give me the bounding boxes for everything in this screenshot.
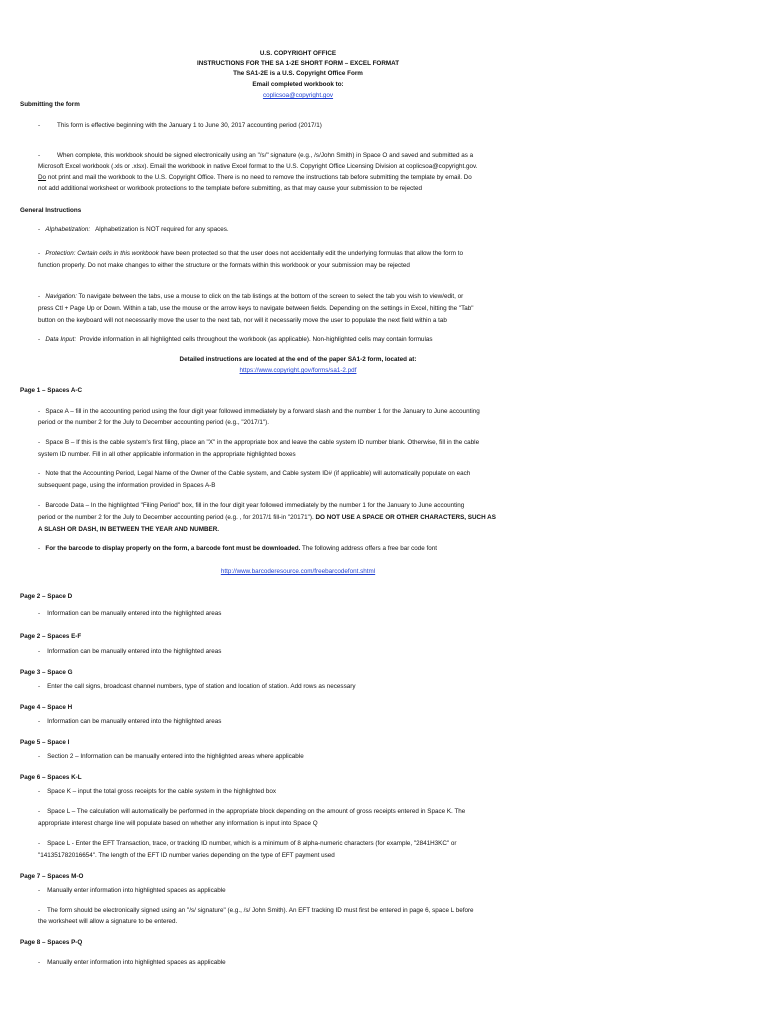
item-text: Information can be manually entered into the highlighted areas bbox=[47, 648, 222, 655]
section-heading: Page 2 – Space D bbox=[20, 593, 73, 600]
item-text: Space L - Enter the EFT Transaction, trace, or tracking ID number, which is a minimum of 8 alpha-numeric characters (for example, "2841H3KC" or bbox=[47, 840, 457, 847]
list-item: - Space L – The calculation will automatically be performed in the appropriate block depending on the amount of gross receipts entered in Space K. The bbox=[38, 808, 466, 815]
paragraph-line bbox=[38, 514, 496, 522]
item-text: Information can be manually entered into the highlighted areas bbox=[47, 610, 222, 617]
data-input-item: - Data Input: Provide information in all highlighted cells throughout the workbook (as applicable). Non-highlighted cells may contain formulas bbox=[38, 336, 433, 343]
paragraph-line: period or the number 2 for the July to December accounting period (e.g., "2017/1"). bbox=[38, 419, 269, 426]
paragraph-line: subsequent page, using the information provided in Spaces A-B bbox=[38, 482, 216, 489]
section-heading: Page 5 – Space I bbox=[20, 739, 70, 746]
space-a-item: - Space A – fill in the accounting period using the four digit year followed immediately by a forward slash and the number 1 for the January to June accounting bbox=[38, 408, 480, 415]
item-label: Alphabetization: bbox=[45, 226, 91, 233]
line-text: period or the number 2 for the July to December accounting period (e.g. , for 2017/1 fill-in "20171"). bbox=[38, 514, 314, 521]
item-text: The following address offers a free bar code font bbox=[300, 545, 438, 552]
item-bold: For the barcode to display properly on the form, a barcode font must be downloaded. bbox=[45, 545, 301, 552]
list-item: - Section 2 – Information can be manually entered into the highlighted areas where applicable bbox=[38, 753, 304, 760]
line-text: not print and mail the workbook to the U.S. Copyright Office. There is no need to remove the instructions tab before submitting the template by email. Do bbox=[47, 174, 472, 181]
section-heading: Page 3 – Space G bbox=[20, 669, 73, 676]
space-b-item: - Space B – If this is the cable system's first filing, place an "X" in the appropriate box and leave the cable system ID number blank. Otherwise, fill in the cable bbox=[38, 439, 480, 446]
list-item: - Enter the call signs, broadcast channel numbers, type of station and location of station. Add rows as necessary bbox=[38, 683, 356, 690]
list-item: - Manually enter information into highlighted spaces as applicable bbox=[38, 887, 226, 894]
item-text: Note that the Accounting Period, Legal Name of the Owner of the Cable system, and Cable system ID# (if applicable) will automatically populate on each bbox=[45, 470, 471, 477]
paragraph-line: not add additional worksheet or workbook protections to the template before submitting, as that may cause your submission to be rejected bbox=[38, 185, 422, 192]
instructions-title: INSTRUCTIONS FOR THE SA 1-2E SHORT FORM – EXCEL FORMAT bbox=[196, 60, 400, 67]
paragraph-line: function properly. Do not make changes to either the structure or the formats within this workbook or your submission may be rejected bbox=[38, 262, 410, 269]
item-text: Section 2 – Information can be manually entered into the highlighted areas where applicable bbox=[47, 753, 304, 760]
item-text: Space A – fill in the accounting period using the four digit year followed immediately by a forward slash and the number 1 for the January to June accounting bbox=[45, 408, 480, 415]
section-heading: Page 4 – Space H bbox=[20, 704, 73, 711]
item-text: To navigate between the tabs, use a mouse to click on the tab listings at the bottom of the screen to select the tab you wish to view/edit, or bbox=[78, 293, 464, 300]
note-item: - Note that the Accounting Period, Legal Name of the Owner of the Cable system, and Cable system ID# (if applicable) will automatically populate on each bbox=[38, 470, 471, 477]
item-text: Manually enter information into highlighted spaces as applicable bbox=[47, 887, 226, 894]
item-text: have been protected so that the user does not accidentally edit the underlying formulas that allow the form to bbox=[158, 250, 463, 257]
item-label: Navigation: bbox=[45, 293, 77, 300]
list-item: - Manually enter information into highlighted spaces as applicable bbox=[38, 959, 226, 966]
item-text: Enter the call signs, broadcast channel numbers, type of station and location of station. Add rows as necessary bbox=[47, 683, 356, 690]
email-label: Email completed workbook to: bbox=[252, 81, 344, 88]
bullet-dash: - bbox=[38, 152, 41, 159]
paragraph-line: Microsoft Excel workbook (.xls or .xlsx). Email the workbook in native Excel format to the U.S. Copyright Office Licensing Division at coplicsoa@copyright.gov. bbox=[38, 163, 478, 170]
detailed-note: Detailed instructions are located at the end of the paper SA1-2 form, located at: bbox=[179, 356, 417, 363]
section-heading: Page 8 – Spaces P-Q bbox=[20, 939, 83, 946]
email-link[interactable]: coplicsoa@copyright.gov bbox=[262, 92, 334, 99]
item-text: Space L – The calculation will automatically be performed in the appropriate block depending on the amount of gross receipts entered in Space K. The bbox=[47, 808, 466, 815]
list-item: - The form should be electronically signed using an "/s/ signature" (e.g., /s/ John Smith). An EFT tracking ID must first be entered in page 6, space L before bbox=[38, 907, 474, 914]
list-item: - Information can be manually entered into the highlighted areas bbox=[38, 648, 222, 655]
section-heading: Page 6 – Spaces K-L bbox=[20, 774, 82, 781]
paragraph-line: button on the keyboard will not necessarily move the user to the next tab, nor will it necessarily move the user to populate the next field within a tab bbox=[38, 317, 447, 324]
item-text: Space K – input the total gross receipts for the cable system in the highlighted box bbox=[47, 788, 277, 795]
paragraph-line: "141351782016654". The length of the EFT ID number varies depending on the type of EFT payment used bbox=[38, 852, 335, 859]
item-text: Provide information in all highlighted cells throughout the workbook (as applicable). Non-highlighted cells may contain formulas bbox=[79, 336, 433, 343]
section-heading: General Instructions bbox=[20, 207, 82, 214]
item-text: Alphabetization is NOT required for any spaces. bbox=[95, 226, 229, 233]
barcode-font-item: - For the barcode to display properly on the form, a barcode font must be downloaded. The following address offers a free bar code font bbox=[38, 545, 438, 552]
barcode-font-link[interactable]: http://www.barcoderesource.com/freebarcodefont.shtml bbox=[220, 568, 376, 575]
list-item: - Information can be manually entered into the highlighted areas bbox=[38, 718, 222, 725]
bullet-dash: - bbox=[38, 122, 41, 129]
item-text: Space B – If this is the cable system's first filing, place an "X" in the appropriate box and leave the cable system ID number blank. Otherwise, fill in the cable bbox=[45, 439, 480, 446]
alphabetization-item: - Alphabetization: Alphabetization is NOT required for any spaces. bbox=[38, 226, 229, 233]
paragraph-line: system ID number. Fill in all other applicable information in the appropriate highlighted boxes bbox=[38, 451, 296, 458]
section-heading: Page 2 – Spaces E-F bbox=[20, 633, 82, 640]
warning-text: DO NOT USE A SPACE OR OTHER CHARACTERS, SUCH AS bbox=[313, 514, 496, 521]
list-item: - Space K – input the total gross receipts for the cable system in the highlighted box bbox=[38, 788, 277, 795]
item-text: Information can be manually entered into the highlighted areas bbox=[47, 718, 222, 725]
sa1-2-pdf-link[interactable]: https://www.copyright.gov/forms/sa1-2.pdf bbox=[239, 367, 357, 374]
paragraph-line: press Ctl + Page Up or Down. Within a tab, use the mouse or the arrow keys to navigate between fields. Depending on the settings in Excel, hitting the "Tab" bbox=[38, 305, 474, 312]
paragraph-line bbox=[38, 174, 472, 182]
item-text: The form should be electronically signed using an "/s/ signature" (e.g., /s/ John Smith). An EFT tracking ID must first be entered in page 6, space L before bbox=[46, 907, 474, 914]
do-word: Do bbox=[38, 174, 47, 181]
item-label: Protection: bbox=[45, 250, 76, 257]
item-label: Data Input: bbox=[45, 336, 77, 343]
navigation-item: - Navigation: To navigate between the tabs, use a mouse to click on the tab listings at the bottom of the screen to select the tab you wish to view/edit, or bbox=[38, 293, 464, 300]
paragraph-line: When complete, this workbook should be signed electronically using an "/s/" signature (e.g., /s/John Smith) in Space O and saved and submitted as a bbox=[57, 152, 474, 159]
item-italic: Certain cells in this workbook bbox=[77, 250, 159, 257]
form-subtitle: The SA1-2E is a U.S. Copyright Office Form bbox=[233, 70, 363, 77]
item-text: Barcode Data – In the highlighted "Filing Period" box, fill in the four digit year followed immediately by the number 1 for the January to June accounting bbox=[45, 502, 465, 509]
section-heading: Submitting the form bbox=[20, 101, 80, 108]
item-text: Manually enter information into highlighted spaces as applicable bbox=[47, 959, 226, 966]
section-heading: Page 1 – Spaces A-C bbox=[20, 387, 83, 394]
office-title: U.S. COPYRIGHT OFFICE bbox=[259, 50, 337, 57]
barcode-item: - Barcode Data – In the highlighted "Filing Period" box, fill in the four digit year followed immediately by the number 1 for the January to June accounting bbox=[38, 502, 465, 509]
paragraph-line: appropriate interest charge line will populate based on whether any information is input into Space Q bbox=[38, 820, 318, 827]
protection-item: - Protection: Certain cells in this workbook have been protected so that the user does not accidentally edit the underlying formulas that allow the form to bbox=[38, 250, 463, 257]
section-heading: Page 7 – Spaces M-O bbox=[20, 873, 84, 880]
warning-line: A SLASH OR DASH, IN BETWEEN THE YEAR AND NUMBER. bbox=[38, 526, 219, 533]
list-item: - Information can be manually entered into the highlighted areas bbox=[38, 610, 222, 617]
list-item: - Space L - Enter the EFT Transaction, trace, or tracking ID number, which is a minimum of 8 alpha-numeric characters (for example, "2841H3KC" or bbox=[38, 840, 457, 847]
effective-text: This form is effective beginning with the January 1 to June 30, 2017 accounting period (2017/1) bbox=[57, 122, 322, 129]
paragraph-line: the worksheet will allow a signature to be entered. bbox=[38, 918, 178, 925]
